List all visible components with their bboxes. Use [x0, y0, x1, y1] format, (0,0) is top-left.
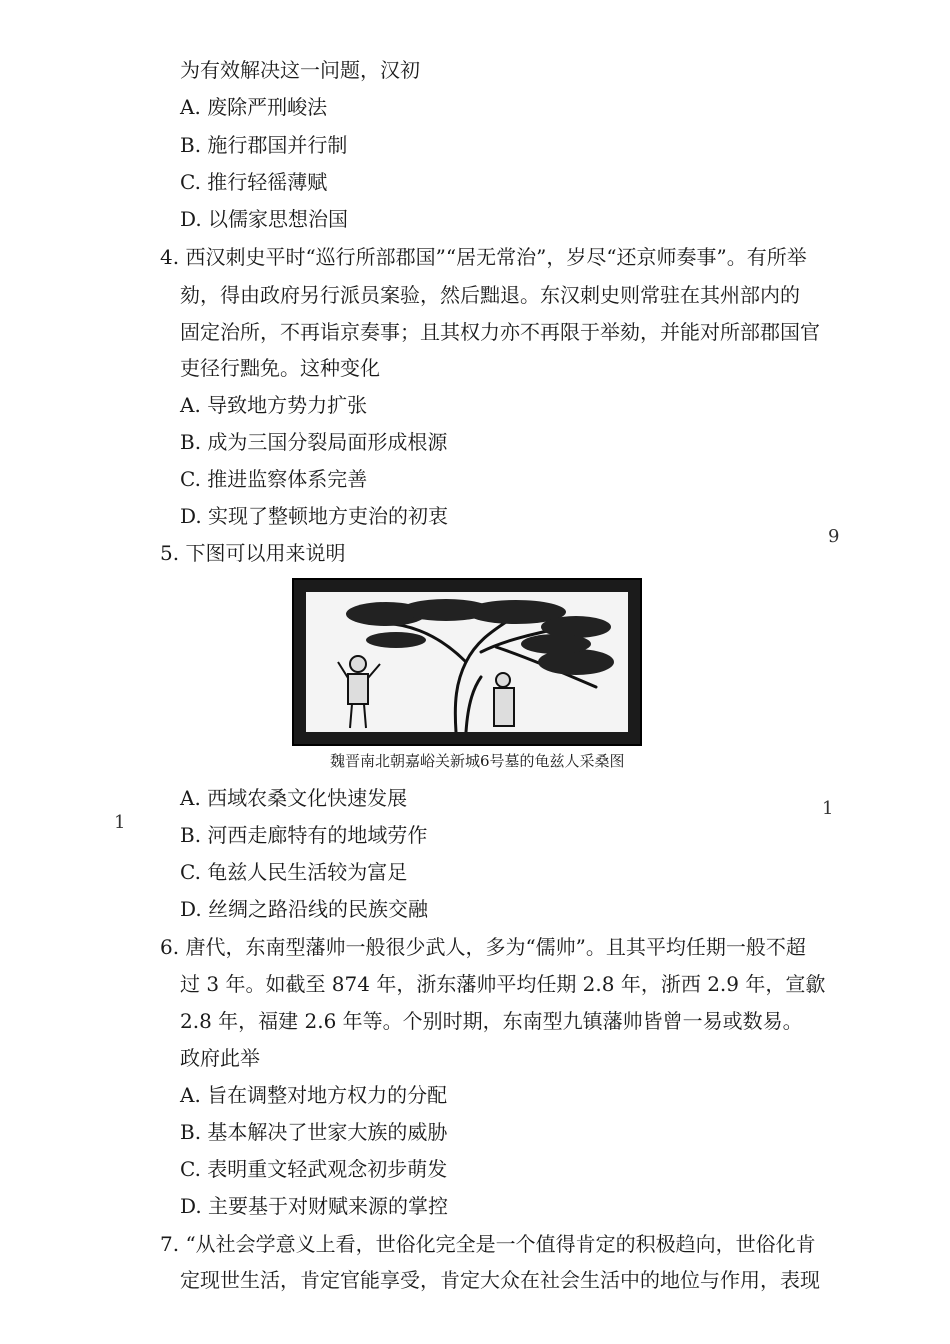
- mulberry-picking-mural-image: [306, 592, 628, 732]
- q6-stem-line-4: 政府此举: [180, 1046, 260, 1070]
- figure-caption: 魏晋南北朝嘉峪关新城6号墓的龟兹人采桑图: [330, 752, 625, 770]
- q4-stem-line-2: 劾，得由政府另行派员案验，然后黜退。东汉刺史则常驻在其州部内的: [180, 283, 800, 307]
- q3-option-b: B. 施行郡国并行制: [180, 133, 348, 157]
- q4-stem-line-4: 吏径行黜免。这种变化: [180, 356, 380, 380]
- q5-option-d: D. 丝绸之路沿线的民族交融: [180, 897, 429, 921]
- q6-option-c: C. 表明重文轻武观念初步萌发: [180, 1157, 448, 1181]
- q6-stem-line-3: 2.8 年，福建 2.6 年等。个别时期，东南型九镇藩帅皆曾一易或数易。: [180, 1009, 803, 1033]
- margin-mark: 1: [822, 798, 834, 819]
- q3-stem-end: 为有效解决这一问题，汉初: [180, 58, 420, 82]
- q4-option-a: A. 导致地方势力扩张: [180, 393, 368, 417]
- margin-mark: 9: [828, 526, 840, 547]
- q4-option-b: B. 成为三国分裂局面形成根源: [180, 430, 448, 454]
- q5-option-b: B. 河西走廊特有的地域劳作: [180, 823, 428, 847]
- mural-figure: [292, 578, 642, 746]
- q7-stem-line-2: 定现世生活，肯定官能享受，肯定大众在社会生活中的地位与作用，表现: [180, 1268, 820, 1292]
- margin-mark: 1: [114, 812, 126, 833]
- q5-option-c: C. 龟兹人民生活较为富足: [180, 860, 408, 884]
- q5-option-a: A. 西域农桑文化快速发展: [180, 786, 408, 810]
- q6-option-b: B. 基本解决了世家大族的威胁: [180, 1120, 448, 1144]
- q4-option-c: C. 推进监察体系完善: [180, 467, 368, 491]
- q3-option-a: A. 废除严刑峻法: [180, 95, 328, 119]
- q6-stem-line-2: 过 3 年。如截至 874 年，浙东藩帅平均任期 2.8 年，浙西 2.9 年，宣歙: [180, 972, 826, 996]
- q7-stem-line-1: 7. “从社会学意义上看，世俗化完全是一个值得肯定的积极趋向，世俗化肯: [160, 1232, 816, 1256]
- q3-option-d: D. 以儒家思想治国: [180, 207, 349, 231]
- q3-option-c: C. 推行轻徭薄赋: [180, 170, 328, 194]
- q6-stem-line-1: 6. 唐代，东南型藩帅一般很少武人，多为“儒帅”。且其平均任期一般不超: [160, 935, 806, 959]
- q5-stem: 5. 下图可以用来说明: [160, 541, 346, 565]
- q4-stem-line-1: 4. 西汉刺史平时“巡行所部郡国”“居无常治”，岁尽“还京师奏事”。有所举: [160, 245, 807, 269]
- q6-option-a: A. 旨在调整对地方权力的分配: [180, 1083, 448, 1107]
- q4-option-d: D. 实现了整顿地方吏治的初衷: [180, 504, 449, 528]
- q4-stem-line-3: 固定治所，不再诣京奏事；且其权力亦不再限于举劾，并能对所部郡国官: [180, 320, 820, 344]
- q6-option-d: D. 主要基于对财赋来源的掌控: [180, 1194, 449, 1218]
